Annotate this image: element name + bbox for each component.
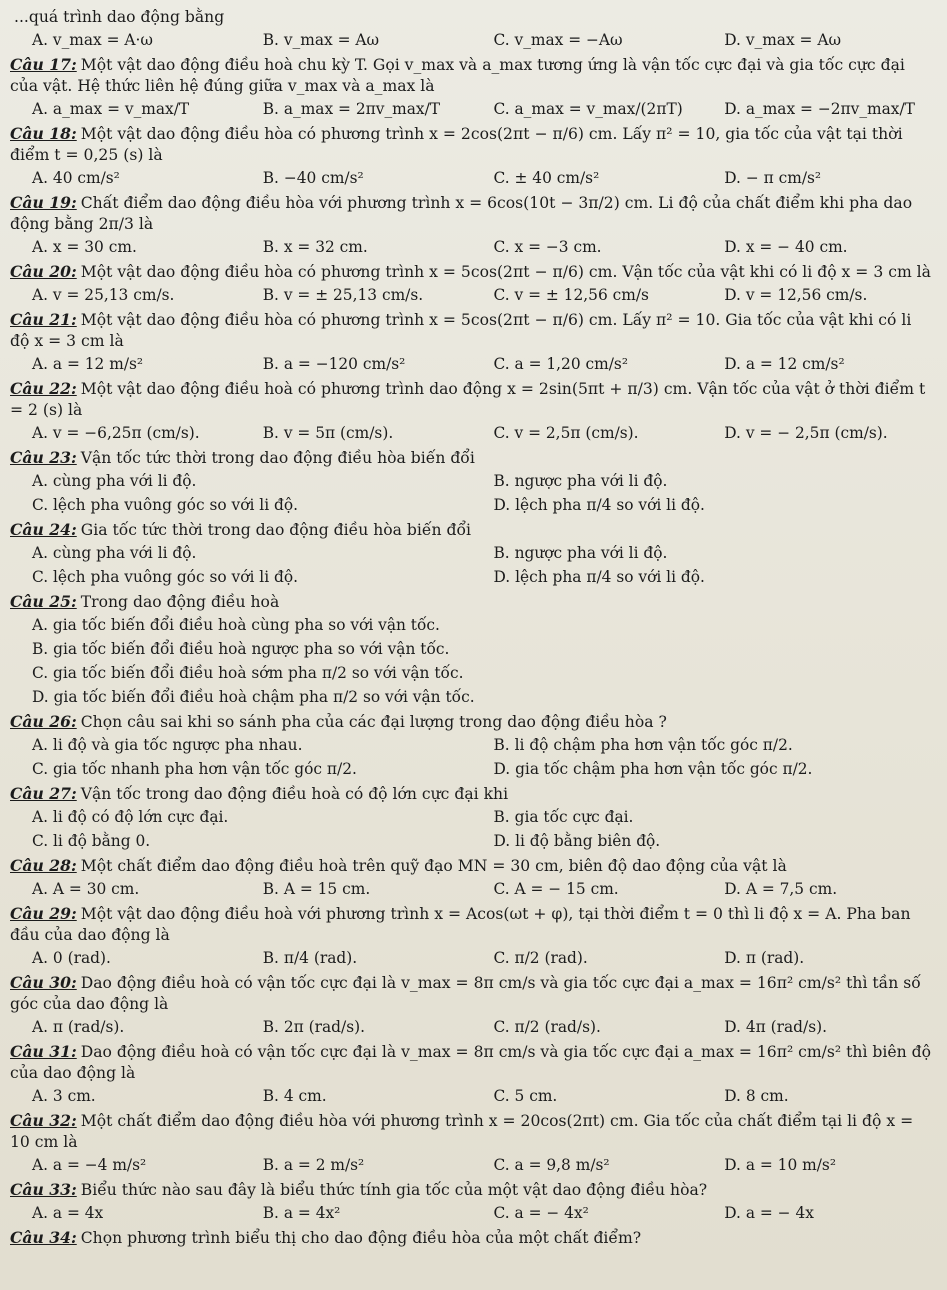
option-b: B. x = 32 cm. <box>262 238 368 256</box>
option-c: C. v_max = −Aω <box>493 31 623 49</box>
option-b: B. ngược pha với li độ. <box>493 472 668 490</box>
option-b: B. gia tốc biến đổi điều hoà ngược pha so với vận tốc. <box>32 640 450 658</box>
option-a: A. v = −6,25π (cm/s). <box>32 424 200 442</box>
option-b: B. π/4 (rad). <box>262 949 358 967</box>
option-b: B. a = 2 m/s² <box>262 1156 365 1174</box>
options-29 <box>10 948 933 969</box>
options-23-row2 <box>10 495 933 516</box>
question-26: Câu 26: Chọn câu sai khi so sánh pha của các đại lượng trong dao động điều hòa ? <box>10 712 667 731</box>
option-d: D. v = − 2,5π (cm/s). <box>724 424 888 442</box>
question-20: Câu 20: Một vật dao động điều hòa có phương trình x = 5cos(2πt − π/6) cm. Vận tốc của vật khi có li độ x = 3 cm là <box>10 262 931 281</box>
options-33 <box>10 1203 933 1224</box>
option-d: D. a = 12 cm/s² <box>724 355 845 373</box>
question-30: Câu 30: Dao động điều hoà có vận tốc cực đại là v_max = 8π cm/s và gia tốc cực đại a_max = 16π² cm/s² thì tần số góc của dao động là <box>10 973 921 1013</box>
question-22: Câu 22: Một vật dao động điều hoà có phương trình dao động x = 2sin(5πt + π/3) cm. Vận tốc của vật ở thời điểm t = 2 (s) là <box>10 379 926 419</box>
question-16: ...quá trình dao động bằng <box>14 8 225 26</box>
question-29: Câu 29: Một vật dao động điều hoà với phương trình x = Acos(ωt + φ), tại thời điểm t = 0 thì li độ x = A. Pha ban đầu của dao động là <box>10 904 911 944</box>
question-19: Câu 19: Chất điểm dao động điều hòa với phương trình x = 6cos(10t − 3π/2) cm. Li độ của chất điểm khi pha dao động bằng 2π/3 là <box>10 193 913 233</box>
option-a: A. 40 cm/s² <box>32 169 120 187</box>
option-c: C. π/2 (rad). <box>493 949 588 967</box>
option-d: D. gia tốc chậm pha hơn vận tốc góc π/2. <box>493 760 813 778</box>
option-b: B. v_max = Aω <box>262 31 380 49</box>
options-22 <box>10 423 933 444</box>
option-b: B. a = 4x² <box>262 1204 341 1222</box>
option-b: B. v = ± 25,13 cm/s. <box>262 286 424 304</box>
question-24: Câu 24: Gia tốc tức thời trong dao động điều hòa biến đổi <box>10 520 471 539</box>
options-26-row1 <box>10 735 933 756</box>
question-18: Câu 18: Một vật dao động điều hòa có phương trình x = 2cos(2πt − π/6) cm. Lấy π² = 10, gia tốc của vật tại thời điểm t = 0,25 (s) là <box>10 124 903 164</box>
options-25-a <box>10 615 933 636</box>
option-b: B. li độ chậm pha hơn vận tốc góc π/2. <box>493 736 793 754</box>
option-c: C. gia tốc biến đổi điều hoà sớm pha π/2 so với vận tốc. <box>32 664 464 682</box>
option-d: D. − π cm/s² <box>724 169 822 187</box>
option-d: D. 4π (rad/s). <box>724 1018 827 1036</box>
option-c: C. 5 cm. <box>493 1087 558 1105</box>
option-a: A. gia tốc biến đổi điều hoà cùng pha so với vận tốc. <box>32 616 440 634</box>
option-c: C. x = −3 cm. <box>493 238 602 256</box>
options-31 <box>10 1086 933 1107</box>
options-18 <box>10 168 933 189</box>
option-d: D. lệch pha π/4 so với li độ. <box>493 568 705 586</box>
options-25-d <box>10 687 933 708</box>
question-33: Câu 33: Biểu thức nào sau đây là biểu thức tính gia tốc của một vật dao động điều hòa? <box>10 1180 708 1199</box>
options-25-c <box>10 663 933 684</box>
question-32: Câu 32: Một chất điểm dao động điều hòa với phương trình x = 20cos(2πt) cm. Gia tốc của chất điểm tại li độ x = 10 cm là <box>10 1111 914 1151</box>
option-b: B. a = −120 cm/s² <box>262 355 406 373</box>
option-d: D. lệch pha π/4 so với li độ. <box>493 496 705 514</box>
question-25: Câu 25: Trong dao động điều hoà <box>10 592 280 611</box>
option-c: C. ± 40 cm/s² <box>493 169 600 187</box>
options-27-row1 <box>10 807 933 828</box>
option-a: A. a = 12 m/s² <box>32 355 144 373</box>
options-17 <box>10 99 933 120</box>
option-d: D. A = 7,5 cm. <box>724 880 838 898</box>
option-b: B. A = 15 cm. <box>262 880 371 898</box>
option-c: C. lệch pha vuông góc so với li độ. <box>32 568 299 586</box>
option-a: A. li độ và gia tốc ngược pha nhau. <box>32 736 303 754</box>
option-d: D. li độ bằng biên độ. <box>493 832 661 850</box>
option-b: B. a_max = 2πv_max/T <box>262 100 441 118</box>
options-24-row2 <box>10 567 933 588</box>
option-a: A. v = 25,13 cm/s. <box>32 286 175 304</box>
option-a: A. cùng pha với li độ. <box>32 544 197 562</box>
question-27: Câu 27: Vận tốc trong dao động điều hoà có độ lớn cực đại khi <box>10 784 509 803</box>
option-a: A. li độ có độ lớn cực đại. <box>32 808 229 826</box>
options-19 <box>10 237 933 258</box>
options-30 <box>10 1017 933 1038</box>
option-c: C. a_max = v_max/(2πT) <box>493 100 683 118</box>
options-28 <box>10 879 933 900</box>
question-17: Câu 17: Một vật dao động điều hoà chu kỳ T. Gọi v_max và a_max tương ứng là vận tốc cực đại và gia tốc cực đại của vật. Hệ thức liên hệ đúng giữa v_max và a_max là <box>10 55 905 95</box>
question-31: Câu 31: Dao động điều hoà có vận tốc cực đại là v_max = 8π cm/s và gia tốc cực đại a_max = 16π² cm/s² thì biên độ của dao động là <box>10 1042 931 1082</box>
option-d: D. a = 10 m/s² <box>724 1156 837 1174</box>
option-a: A. x = 30 cm. <box>32 238 137 256</box>
options-16 <box>10 30 933 51</box>
option-c: C. li độ bằng 0. <box>32 832 151 850</box>
option-c: C. π/2 (rad/s). <box>493 1018 601 1036</box>
options-24-row1 <box>10 543 933 564</box>
options-23-row1 <box>10 471 933 492</box>
option-c: C. gia tốc nhanh pha hơn vận tốc góc π/2. <box>32 760 357 778</box>
option-a: A. a = −4 m/s² <box>32 1156 147 1174</box>
option-b: B. gia tốc cực đại. <box>493 808 634 826</box>
option-d: D. v = 12,56 cm/s. <box>724 286 868 304</box>
option-c: C. v = 2,5π (cm/s). <box>493 424 639 442</box>
option-a: A. a = 4x <box>32 1204 104 1222</box>
options-26-row2 <box>10 759 933 780</box>
options-21 <box>10 354 933 375</box>
option-b: B. −40 cm/s² <box>262 169 364 187</box>
options-25-b <box>10 639 933 660</box>
question-34: Câu 34: Chọn phương trình biểu thị cho dao động điều hòa của một chất điểm? <box>10 1228 642 1247</box>
option-a: A. cùng pha với li độ. <box>32 472 197 490</box>
options-27-row2 <box>10 831 933 852</box>
options-32 <box>10 1155 933 1176</box>
option-c: C. A = − 15 cm. <box>493 880 619 898</box>
option-d: D. v_max = Aω <box>724 31 842 49</box>
option-c: C. a = 1,20 cm/s² <box>493 355 628 373</box>
option-d: D. π (rad). <box>724 949 805 967</box>
option-c: C. v = ± 12,56 cm/s <box>493 286 649 304</box>
option-b: B. 2π (rad/s). <box>262 1018 366 1036</box>
option-b: B. ngược pha với li độ. <box>493 544 668 562</box>
option-d: D. gia tốc biến đổi điều hoà chậm pha π/2 so với vận tốc. <box>32 688 475 706</box>
option-a: A. A = 30 cm. <box>32 880 140 898</box>
option-d: D. 8 cm. <box>724 1087 789 1105</box>
question-21: Câu 21: Một vật dao động điều hòa có phương trình x = 5cos(2πt − π/6) cm. Lấy π² = 10. Gia tốc của vật khi có li độ x = 3 cm là <box>10 310 912 350</box>
option-b: B. v = 5π (cm/s). <box>262 424 394 442</box>
option-c: C. a = − 4x² <box>493 1204 589 1222</box>
option-d: D. a = − 4x <box>724 1204 814 1222</box>
question-23: Câu 23: Vận tốc tức thời trong dao động điều hòa biến đổi <box>10 448 475 467</box>
option-a: A. a_max = v_max/T <box>32 100 190 118</box>
option-a: A. v_max = A·ω <box>32 31 153 49</box>
option-d: D. a_max = −2πv_max/T <box>724 100 915 118</box>
option-a: A. 3 cm. <box>32 1087 96 1105</box>
option-a: A. 0 (rad). <box>32 949 111 967</box>
option-b: B. 4 cm. <box>262 1087 327 1105</box>
option-d: D. x = − 40 cm. <box>724 238 848 256</box>
options-20 <box>10 285 933 306</box>
option-c: C. a = 9,8 m/s² <box>493 1156 610 1174</box>
question-28: Câu 28: Một chất điểm dao động điều hoà trên quỹ đạo MN = 30 cm, biên độ dao động của vật là <box>10 856 787 875</box>
option-c: C. lệch pha vuông góc so với li độ. <box>32 496 299 514</box>
option-a: A. π (rad/s). <box>32 1018 125 1036</box>
